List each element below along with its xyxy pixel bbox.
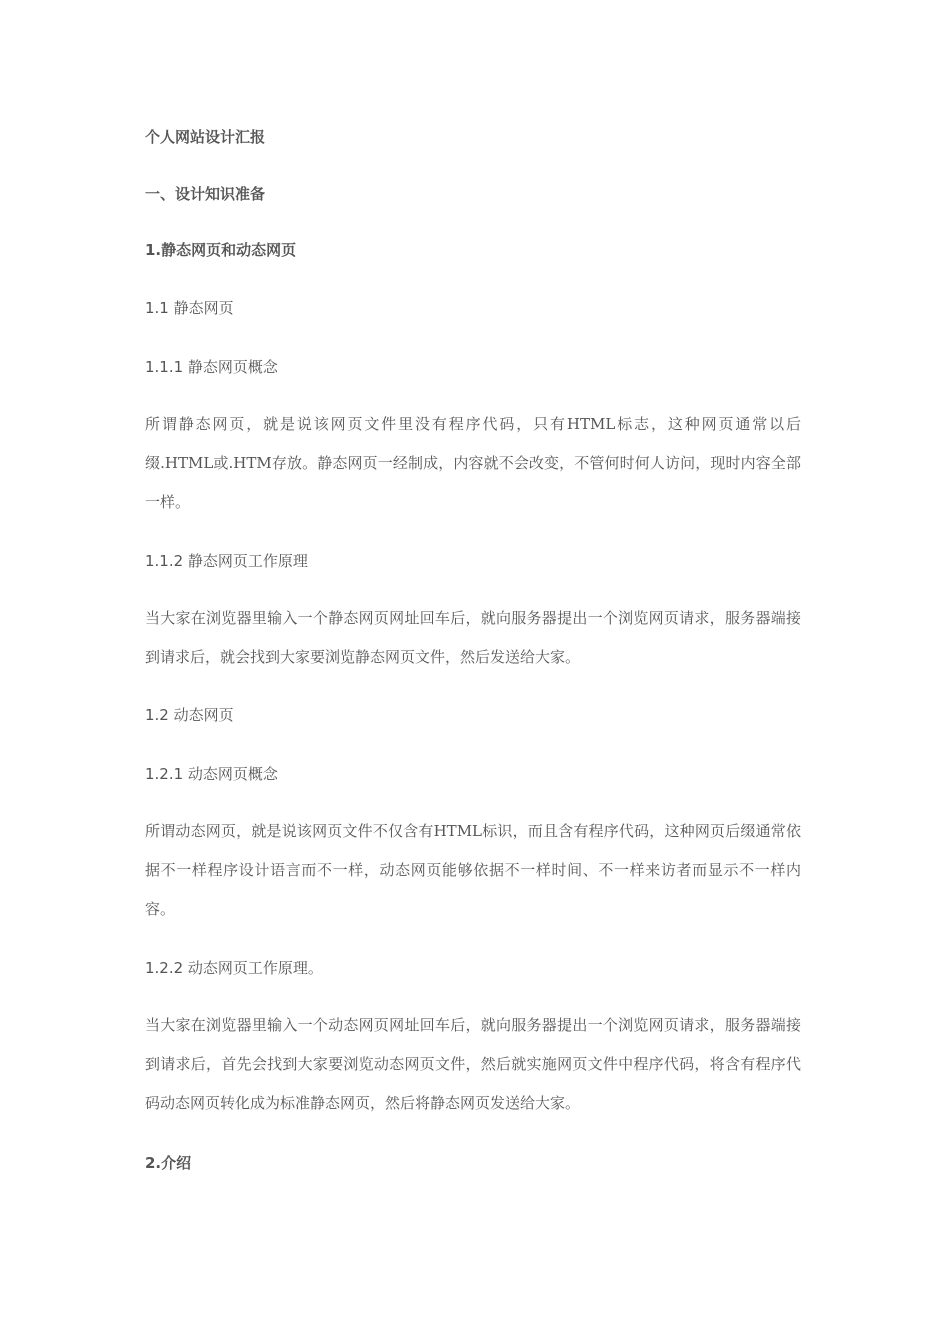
heading-1-1-2: 1.1.2 静态网页工作原理 [145,552,308,570]
heading-1-1-1: 1.1.1 静态网页概念 [145,358,278,376]
heading-1-1: 1.1 静态网页 [145,299,234,317]
section-heading-design-knowledge: 一、设计知识准备 [145,185,266,203]
document-title: 个人网站设计汇报 [145,128,266,146]
paragraph-1-2-2: 当大家在浏览器里输入一个动态网页网址回车后，就向服务器提出一个浏览网页请求，服务器端接到请求后，首先会找到大家要浏览动态网页文件，然后就实施网页文件中程序代码，将含有程序代码动态网页转化成为标准静态网页，然后将静态网页发送给大家。 [145,1016,801,1112]
subsection-heading-static-dynamic: 1.静态网页和动态网页 [145,241,297,259]
heading-1-2-2: 1.2.2 动态网页工作原理。 [145,959,323,977]
section-heading-introduction: 2.介绍 [145,1154,192,1172]
heading-1-2-1: 1.2.1 动态网页概念 [145,765,278,783]
heading-1-2: 1.2 动态网页 [145,706,234,724]
paragraph-1-2-1: 所谓动态网页，就是说该网页文件不仅含有HTML标识，而且含有程序代码，这种网页后缀通常依据不一样程序设计语言而不一样，动态网页能够依据不一样时间、不一样来访者而显示不一样内容。 [145,822,801,918]
paragraph-1-1-1: 所谓静态网页，就是说该网页文件里没有程序代码，只有HTML标志，这种网页通常以后缀.HTML或.HTM存放。静态网页一经制成，内容就不会改变，不管何时何人访问，现时内容全部一样。 [145,415,802,511]
paragraph-1-1-2: 当大家在浏览器里输入一个静态网页网址回车后，就向服务器提出一个浏览网页请求，服务器端接到请求后，就会找到大家要浏览静态网页文件，然后发送给大家。 [145,609,801,666]
